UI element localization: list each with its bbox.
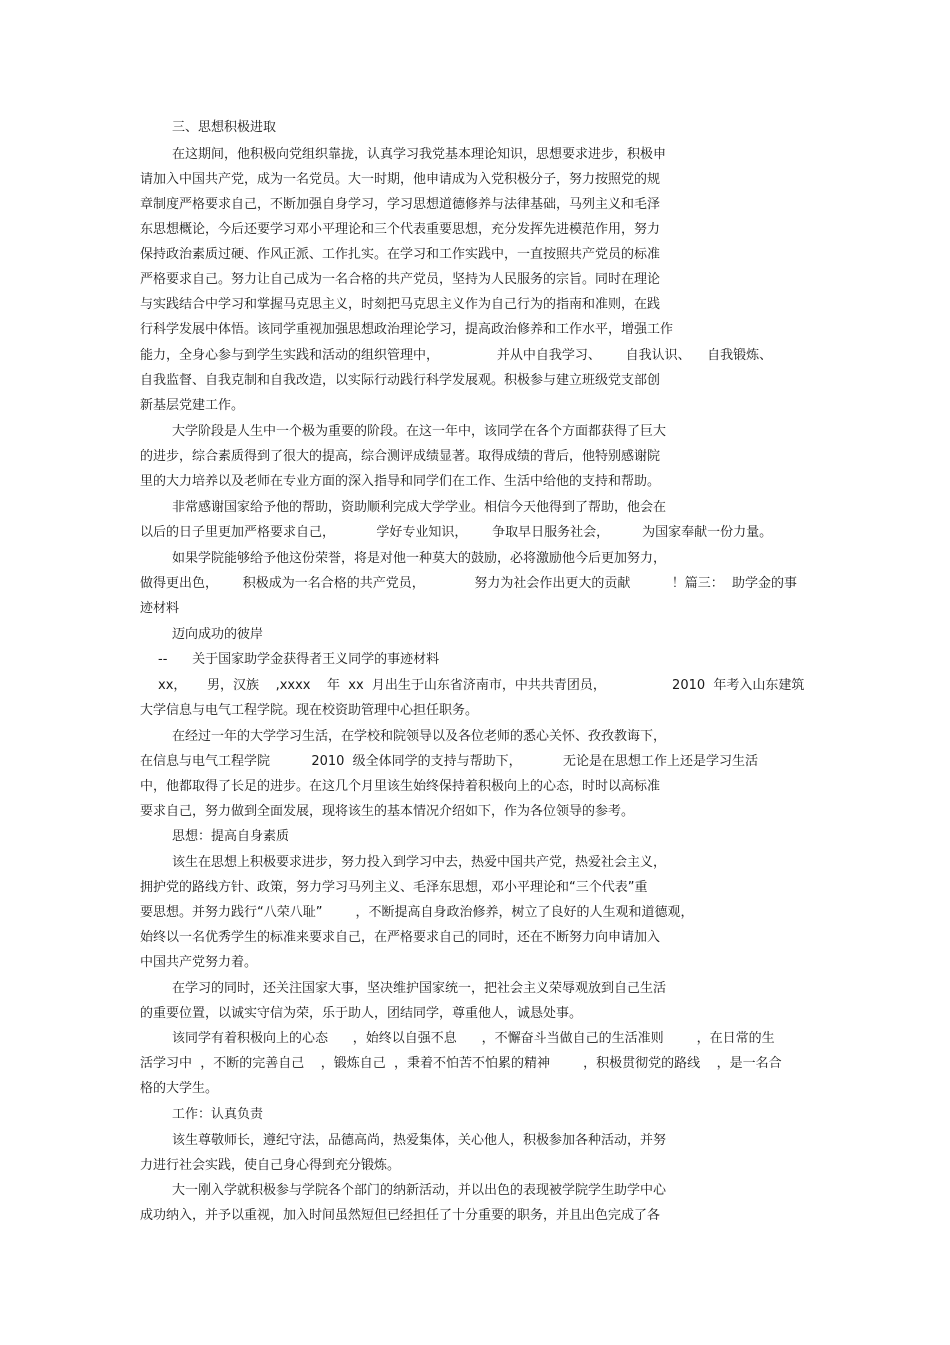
paragraph-line: xx， 男，汉族 ,xxxx 年 xx 月出生于山东省济南市，中共共青团员， 2010 年考入山东建筑 <box>158 678 805 693</box>
article-title: 迈向成功的彼岸 <box>172 627 264 642</box>
paragraph-line: 在这期间，他积极向党组织靠拢，认真学习我党基本理论知识，思想要求进步，积极申 <box>172 147 667 162</box>
paragraph-line: 该同学有着积极向上的心态 ，始终以自强不息 ，不懈奋斗当做自己的生活准则 ，在日常的生 <box>172 1031 775 1046</box>
paragraph-line: 大一刚入学就积极参与学院各个部门的纳新活动，并以出色的表现被学院学生助学中心 <box>172 1183 667 1198</box>
paragraph-line: 做得更出色， 积极成为一名合格的共产党员， 努力为社会作出更大的贡献 ！篇三： 助学金的事 <box>140 576 797 591</box>
paragraph-line: 中，他都取得了长足的进步。在这几个月里该生始终保持着积极向上的心态，时时以高标准 <box>140 779 661 794</box>
paragraph-line: 东思想概论，今后还要学习邓小平理论和三个代表重要思想，充分发挥先进模范作用，努力 <box>140 222 661 237</box>
paragraph-line: 保持政治素质过硬、作风正派、工作扎实。在学习和工作实践中，一直按照共产党员的标准 <box>140 247 661 262</box>
paragraph-line: 要求自己，努力做到全面发展，现将该生的基本情况介绍如下，作为各位领导的参考。 <box>140 804 635 819</box>
paragraph-line: 大学阶段是人生中一个极为重要的阶段。在这一年中，该同学在各个方面都获得了巨大 <box>172 424 667 439</box>
paragraph-line: 拥护党的路线方针、政策，努力学习马列主义、毛泽东思想，邓小平理论和“三个代表”重 <box>140 880 648 895</box>
paragraph-line: 章制度严格要求自己，不断加强自身学习，学习思想道德修养与法律基础，马列主义和毛泽 <box>140 197 661 212</box>
paragraph-line: 自我监督、自我克制和自我改造，以实际行动践行科学发展观。积极参与建立班级党支部创 <box>140 373 661 388</box>
paragraph-line: 与实践结合中学习和掌握马克思主义，时刻把马克思主义作为自己行为的指南和准则，在践 <box>140 297 661 312</box>
paragraph-line: 里的大力培养以及老师在专业方面的深入指导和同学们在工作、生活中给他的支持和帮助。 <box>140 474 661 489</box>
paragraph-line: 迹材料 <box>140 601 180 616</box>
paragraph-line: 力进行社会实践，使自己身心得到充分锻炼。 <box>140 1158 401 1173</box>
paragraph-line: 以后的日子里更加严格要求自己， 学好专业知识， 争取早日服务社会， 为国家奉献一份力量。 <box>140 525 773 540</box>
paragraph-line: 格的大学生。 <box>140 1081 219 1096</box>
paragraph-line: 该生在思想上积极要求进步，努力投入到学习中去，热爱中国共产党，热爱社会主义， <box>172 855 667 870</box>
paragraph-line: 行科学发展中体悟。该同学重视加强思想政治理论学习，提高政治修养和工作水平，增强工作 <box>140 322 674 337</box>
paragraph-line: 的进步，综合素质得到了很大的提高，综合测评成绩显著。取得成绩的背后，他特别感谢院 <box>140 449 661 464</box>
section-heading: 工作：认真负责 <box>172 1107 264 1122</box>
paragraph-line: 活学习中 ，不断的完善自己 ，锻炼自己 ，秉着不怕苦不怕累的精神 ，积极贯彻党的路线 ，是一名合 <box>140 1056 782 1071</box>
paragraph-line: 中国共产党努力着。 <box>140 955 258 970</box>
paragraph-line: 新基层党建工作。 <box>140 398 245 413</box>
article-subtitle: -- 关于国家助学金获得者王义同学的事迹材料 <box>158 652 440 667</box>
paragraph-line: 在经过一年的大学学习生活，在学校和院领导以及各位老师的悉心关怀、孜孜教诲下， <box>172 729 667 744</box>
paragraph-line: 请加入中国共产党，成为一名党员。大一时期，他申请成为入党积极分子，努力按照党的规 <box>140 172 661 187</box>
paragraph-line: 能力，全身心参与到学生实践和活动的组织管理中， 并从中自我学习、 自我认识、 自我锻炼、 <box>140 348 773 363</box>
paragraph-line: 始终以一名优秀学生的标准来要求自己，在严格要求自己的同时，还在不断努力向申请加入 <box>140 930 661 945</box>
section-heading: 三、思想积极进取 <box>172 120 277 135</box>
paragraph-line: 在信息与电气工程学院 2010 级全体同学的支持与帮助下， 无论是在思想工作上还是学习生活 <box>140 754 758 769</box>
paragraph-line: 的重要位置，以诚实守信为荣，乐于助人，团结同学，尊重他人，诚恳处事。 <box>140 1006 583 1021</box>
paragraph-line: 在学习的同时，还关注国家大事，坚决维护国家统一，把社会主义荣辱观放到自己生活 <box>172 981 667 996</box>
paragraph-line: 严格要求自己。努力让自己成为一名合格的共产党员，坚持为人民服务的宗旨。同时在理论 <box>140 272 661 287</box>
paragraph-line: 要思想。并努力践行“八荣八耻” ，不断提高自身政治修养，树立了良好的人生观和道德观， <box>140 905 694 920</box>
paragraph-line: 大学信息与电气工程学院。现在校资助管理中心担任职务。 <box>140 703 479 718</box>
section-heading: 思想：提高自身素质 <box>172 829 290 844</box>
paragraph-line: 成功纳入，并予以重视，加入时间虽然短但已经担任了十分重要的职务，并且出色完成了各 <box>140 1208 661 1223</box>
paragraph-line: 该生尊敬师长，遵纪守法，品德高尚，热爱集体，关心他人，积极参加各种活动，并努 <box>172 1133 667 1148</box>
paragraph-line: 如果学院能够给予他这份荣誉，将是对他一种莫大的鼓励，必将激励他今后更加努力， <box>172 551 667 566</box>
paragraph-line: 非常感谢国家给予他的帮助，资助顺利完成大学学业。相信今天他得到了帮助，他会在 <box>172 500 667 515</box>
